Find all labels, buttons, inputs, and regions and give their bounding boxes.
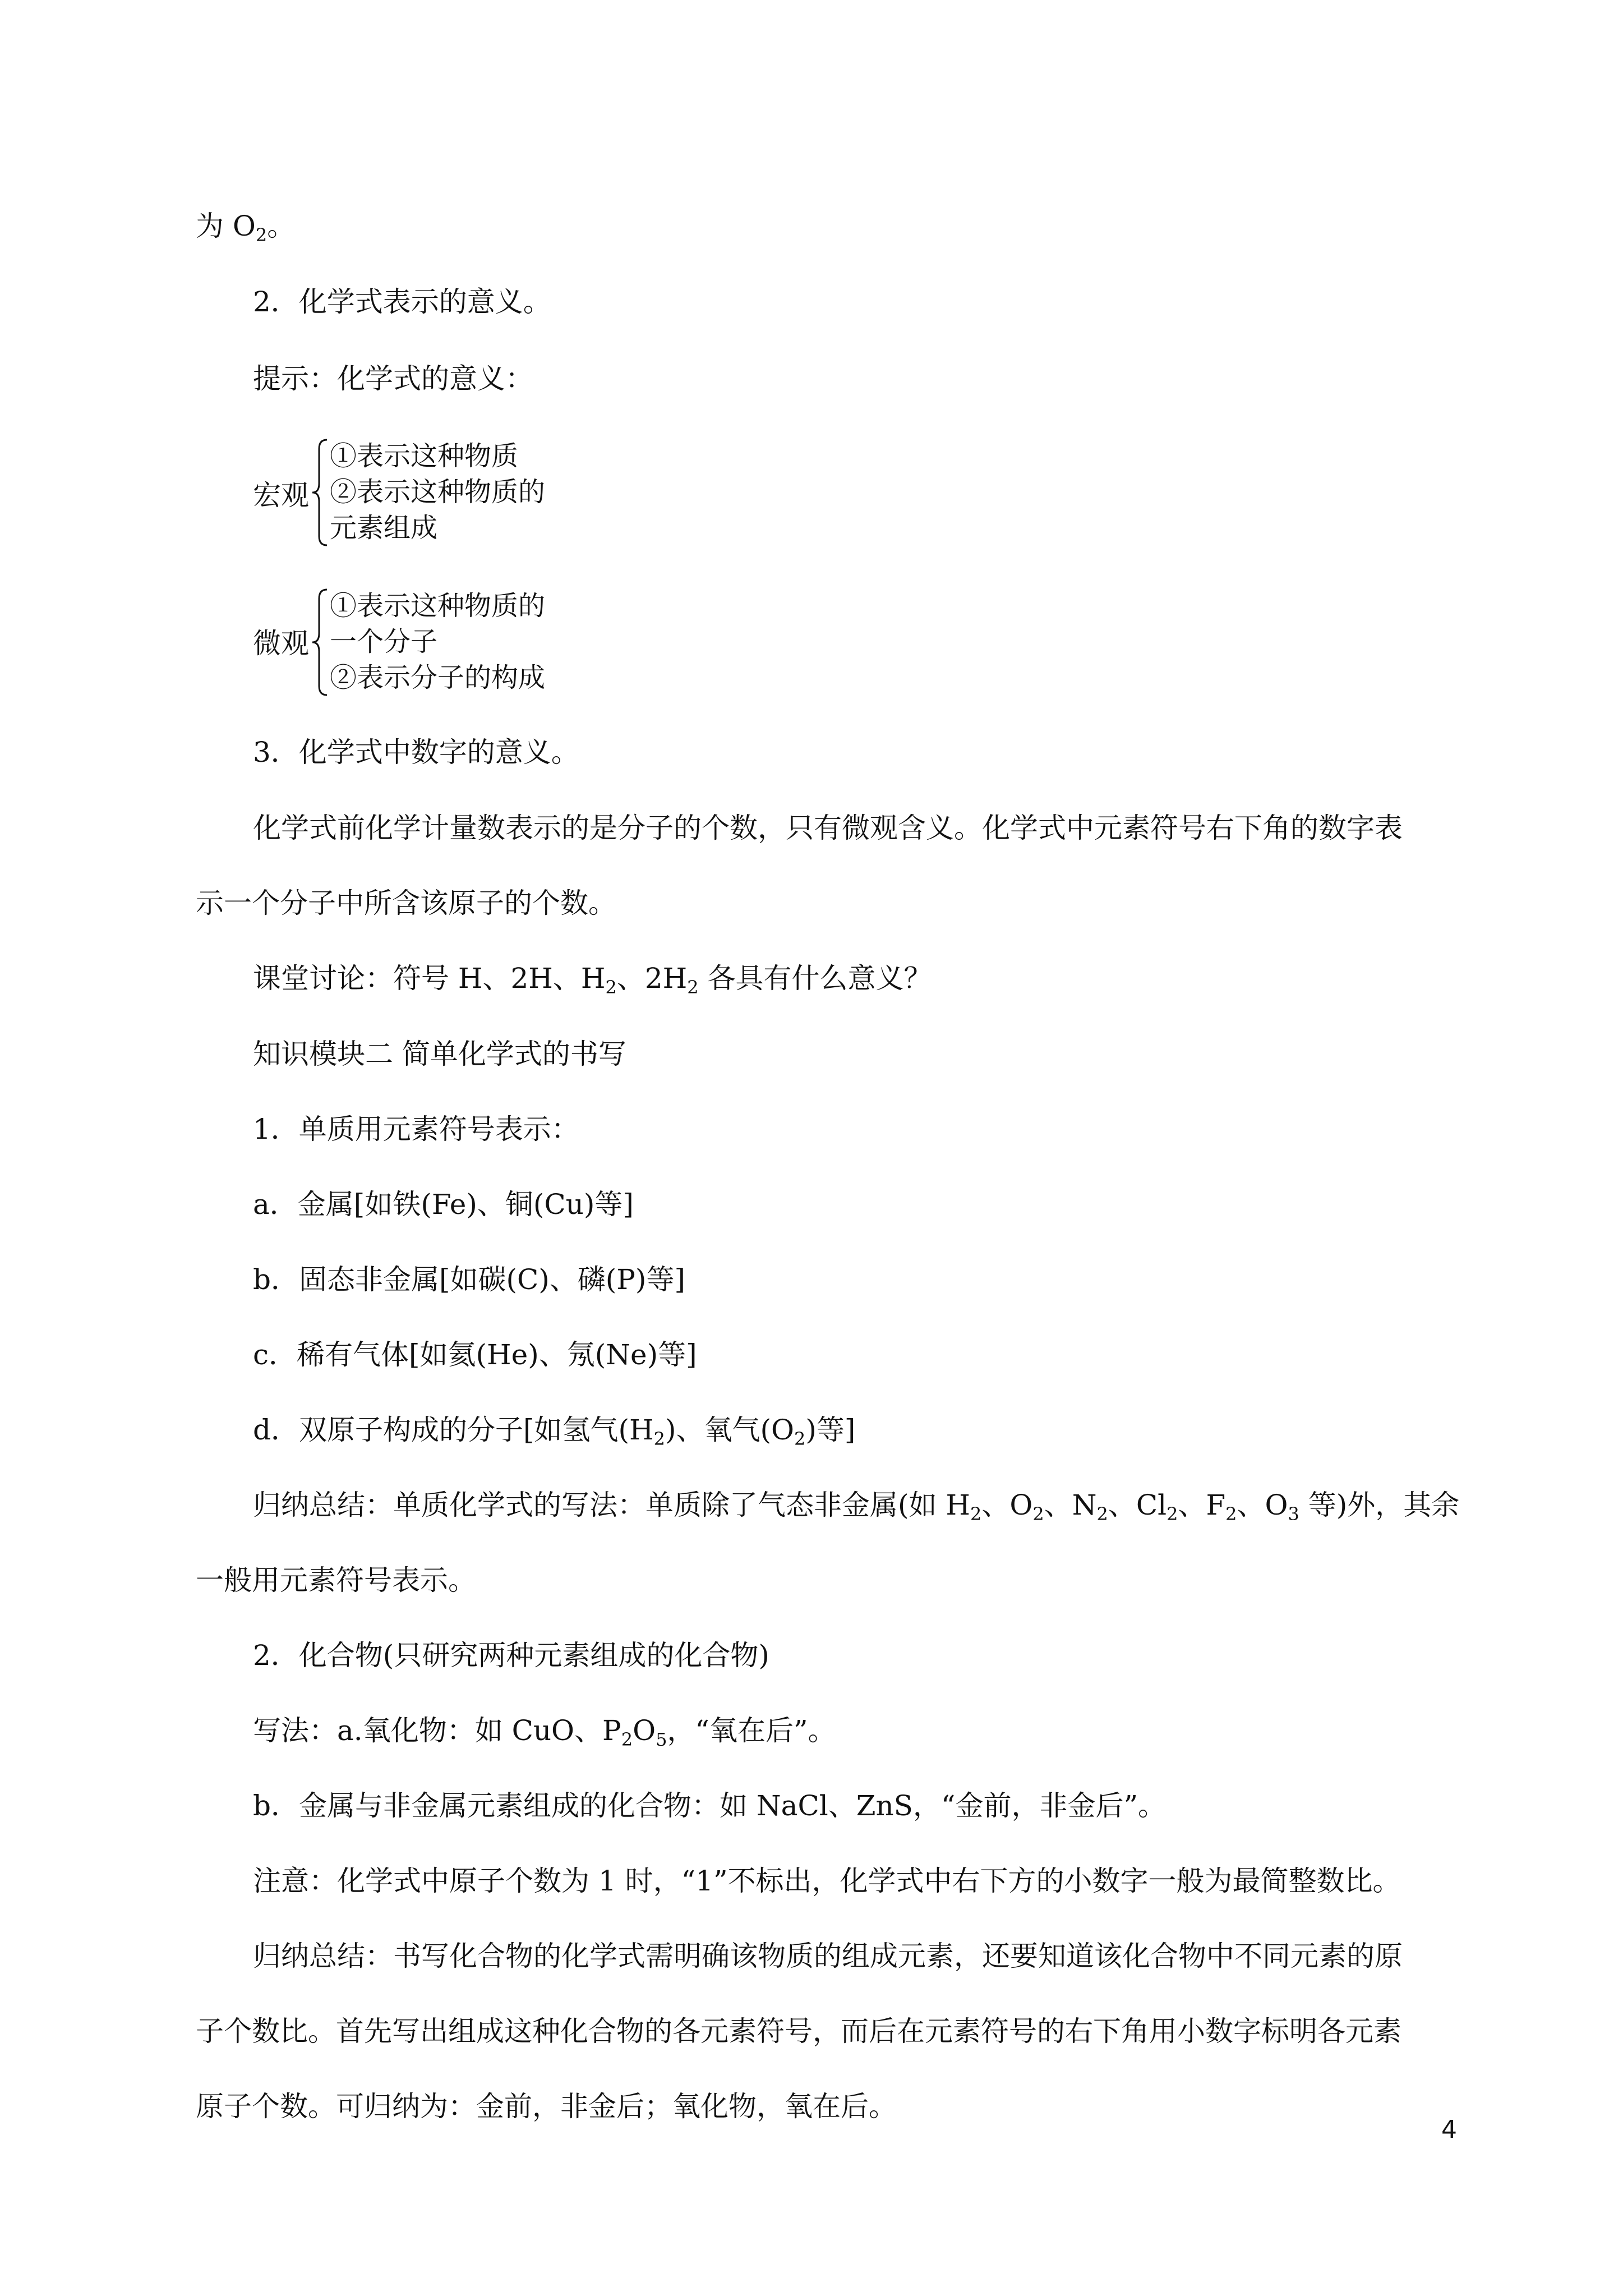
macro-label: 宏观 [253,479,309,512]
subscript: 2 [1166,1503,1178,1525]
left-brace-icon [310,438,329,547]
list-item: b．金属与非金属元素组成的化合物：如 NaCl、ZnS，“金前，非金后”。 [253,1789,1166,1822]
paragraph-line: 一般用元素符号表示。 [196,1564,476,1596]
list-item [253,1714,836,1750]
paragraph-line: 示一个分子中所含该原子的个数。 [196,887,616,919]
subscript: 2 [970,1503,982,1525]
text-segment: 归纳总结：单质化学式的写法：单质除了气态非金属(如 H [253,1489,971,1521]
subscript: 2 [794,1428,806,1450]
subscript: 2 [653,1428,665,1450]
text-segment: 为 O [196,210,256,242]
text-segment: 、F [1178,1489,1226,1521]
subscript: 2 [621,1729,633,1750]
list-item: b．固态非金属[如碳(C)、磷(P)等] [253,1263,685,1296]
module-heading: 知识模块二 简单化学式的书写 [253,1038,626,1070]
subscript: 2 [255,224,268,246]
text-segment: 、N [1044,1489,1097,1521]
subscript: 2 [687,977,699,998]
left-brace-icon [310,587,329,697]
text-segment: 等)外，其余 [1299,1489,1460,1521]
subscript: 5 [656,1729,667,1750]
summary-line: 归纳总结：书写化合物的化学式需明确该物质的组成元素，还要知道该化合物中不同元素的原 [253,1940,1403,1972]
hint-line: 提示：化学式的意义： [253,362,533,395]
paragraph-line: 化学式前化学计量数表示的是分子的个数，只有微观含义。化学式中元素符号右下角的数字表 [253,812,1403,844]
text-segment: 、2H [616,962,688,995]
text-segment: ，“氧在后”。 [667,1714,836,1747]
summary-line [253,1488,1460,1525]
subscript: 2 [605,977,617,998]
text-segment: 写法：a.氧化物：如 CuO、P [253,1714,621,1747]
section-item-2: 2．化学式表示的意义。 [253,286,551,318]
list-item: c．稀有气体[如氦(He)、氖(Ne)等] [253,1338,697,1371]
text-segment: 课堂讨论：符号 H、2H、H [253,962,606,995]
subscript: 3 [1288,1503,1299,1525]
list-item: a．金属[如铁(Fe)、铜(Cu)等] [253,1188,634,1221]
subscript: 2 [1032,1503,1044,1525]
section-item-3: 3．化学式中数字的意义。 [253,736,579,769]
list-item [253,1413,856,1450]
page-number: 4 [1441,2115,1457,2144]
text-segment: 、O [981,1489,1033,1521]
macro-item: 元素组成 [330,512,438,544]
macro-item: ①表示这种物质 [330,440,519,472]
text-segment: )、氧气(O [665,1414,794,1446]
text-segment: 。 [267,210,296,242]
text-segment: 各具有什么意义？ [698,962,932,995]
micro-item: ①表示这种物质的 [330,590,546,622]
macro-item: ②表示这种物质的 [330,476,546,508]
text-segment: O [633,1714,656,1747]
text-segment: 、Cl [1108,1489,1167,1521]
paragraph-line: 原子个数。可归纳为：金前，非金后；氧化物，氧在后。 [196,2090,897,2123]
section-item-1: 1．单质用元素符号表示： [253,1113,579,1145]
subscript: 2 [1225,1503,1237,1525]
micro-item: ②表示分子的构成 [330,662,546,693]
section-item-2: 2．化合物(只研究两种元素组成的化合物) [253,1639,769,1672]
subscript: 2 [1096,1503,1108,1525]
micro-item: 一个分子 [330,626,438,657]
text-segment: )等] [805,1414,856,1446]
text-segment: d．双原子构成的分子[如氢气(H [253,1414,654,1446]
text-segment: 、O [1237,1489,1288,1521]
note-line: 注意：化学式中原子个数为 1 时，“1”不标出，化学式中右下方的小数字一般为最简整数比。 [253,1865,1401,1897]
paragraph-line: 子个数比。首先写出组成这种化合物的各元素符号，而后在元素符号的右下角用小数字标明各元素 [196,2015,1401,2047]
discussion-line [253,961,932,998]
text-line [196,209,296,246]
micro-label: 微观 [253,627,309,660]
